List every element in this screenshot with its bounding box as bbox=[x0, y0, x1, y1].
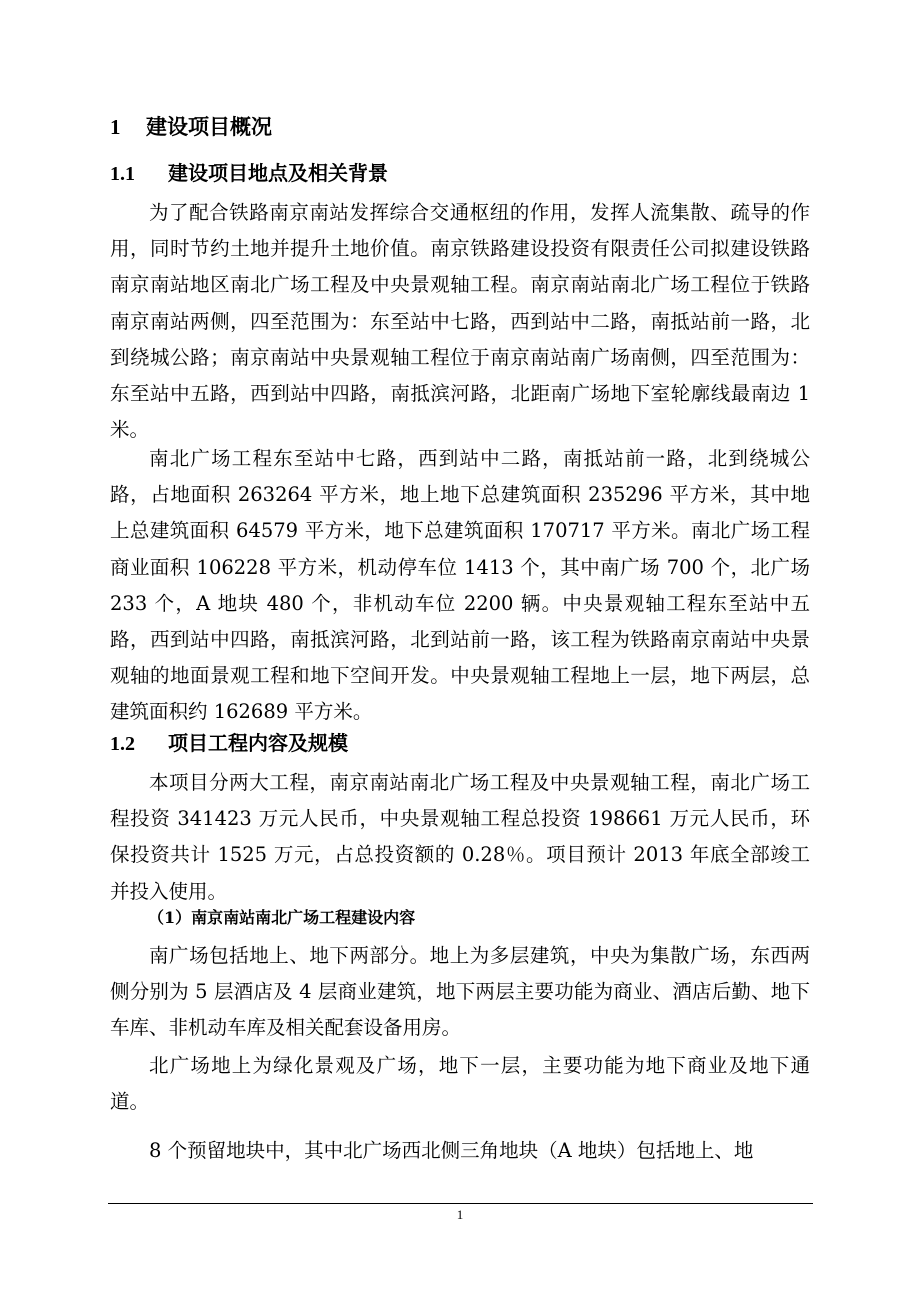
section-number: 1.1 bbox=[110, 163, 135, 185]
paragraph-north-plaza: 北广场地上为绿化景观及广场，地下一层，主要功能为地下商业及地下通道。 bbox=[110, 1054, 810, 1114]
paragraph-investment: 本项目分两大工程，南京南站南北广场工程及中央景观轴工程，南北广场工程投资 341423 万元人民币，中央景观轴工程总投资 198661 万元人民币，环保投资共计 1525 万元，占总投资额的 0.28％。项目预计 2013 年底全部竣工并投入使用。 bbox=[110, 771, 810, 903]
paragraph-scope: 南北广场工程东至站中七路，西到站中二路，南抵站前一路，北到绕城公路，占地面积 263264 平方米，地上地下总建筑面积 235296 平方米，其中地上总建筑面积 64579 平方米，地下总建筑面积 170717 平方米。南北广场工程商业面积 106228 平方米，机动停车位 1413 个，其中南广场 700 个，北广场 233 个，A 地块 480 个，非机动车位 2200 辆。中央景观轴工程东至站中五路，西到站中四路，南抵滨河路，北到站前一路，该工程为铁路南京南站中央景观轴的地面景观工程和地下空间开发。中央景观轴工程地上一层，地下两层，总建筑面积约 162689 平方米。 bbox=[110, 447, 810, 724]
section-number: 1 bbox=[110, 115, 121, 139]
subsection-heading: （1）南京南站南北广场工程建设内容 bbox=[148, 908, 416, 927]
section-number: 1.2 bbox=[110, 733, 135, 755]
paragraph-background: 为了配合铁路南京南站发挥综合交通枢纽的作用，发挥人流集散、疏导的作用，同时节约土地并提升土地价值。南京铁路建设投资有限责任公司拟建设铁路南京南站地区南北广场工程及中央景观轴工程。南京南站南北广场工程位于铁路南京南站两侧，四至范围为：东至站中七路，西到站中二路，南抵站前一路，北到绕城公路；南京南站中央景观轴工程位于南京南站南广场南侧，四至范围为：东至站中五路，西到站中四路，南抵滨河路，北距南广场地下室轮廓线最南边 1 米。 bbox=[110, 201, 810, 442]
section-heading-1 bbox=[110, 112, 272, 142]
section-title: 建设项目概况 bbox=[146, 114, 272, 139]
paragraph-reserved-plots: 8 个预留地块中，其中北广场西北侧三角地块（A 地块）包括地上、地 bbox=[149, 1139, 754, 1162]
footer-divider bbox=[108, 1203, 813, 1204]
page-number: 1 bbox=[456, 1207, 464, 1222]
section-title: 建设项目地点及相关背景 bbox=[168, 161, 388, 185]
paragraph-south-plaza: 南广场包括地上、地下两部分。地上为多层建筑，中央为集散广场，东西两侧分别为 5 层酒店及 4 层商业建筑，地下两层主要功能为商业、酒店后勤、地下车库、非机动车库及相关配套设备用房。 bbox=[110, 944, 810, 1040]
section-title: 项目工程内容及规模 bbox=[168, 731, 348, 755]
section-heading-1-1 bbox=[110, 158, 388, 189]
section-heading-1-2 bbox=[110, 728, 348, 759]
